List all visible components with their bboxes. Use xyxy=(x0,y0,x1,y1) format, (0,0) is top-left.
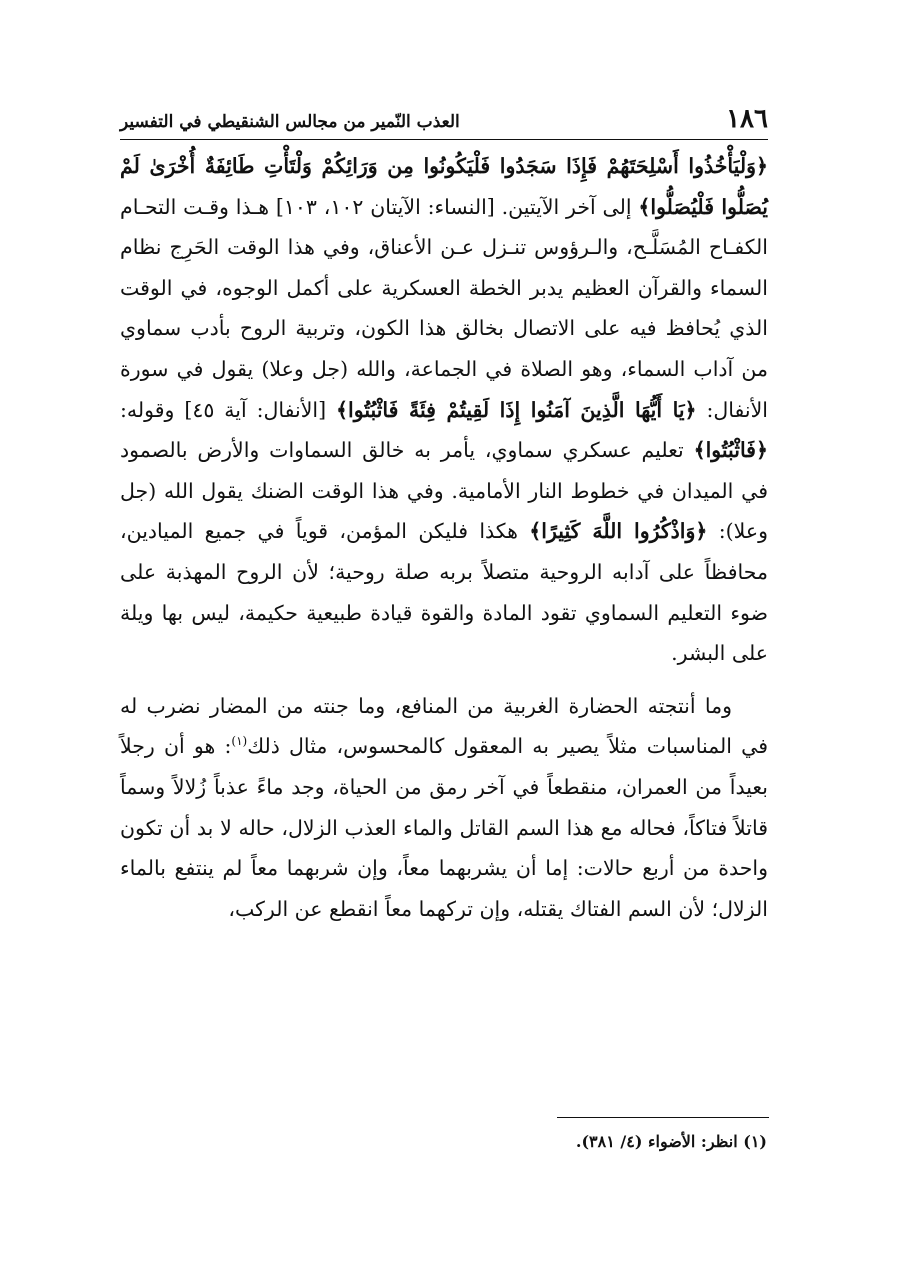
text-segment: إلى آخر الآيتين. [النساء: الآيتان ١٠٢، ١٠٣] هـذا وقـت التحـام الكفـاح المُسَلَّـح، والـرؤوس تنـزل عـن الأعناق، وفي هذا الوقت الحَرِج نظام السماء والقرآن العظيم يدبر الخطة العسكرية على أكمل الوجوه، في الوقت الذي يُحافظ فيه على الاتصال بخالق هذا الكون، وتربية الروح بأدب سماوي من آداب السماء، وهو الصلاة في الجماعة، والله (جل وعلا) يقول في سورة الأنفال: xyxy=(120,194,769,422)
footnote-reference[interactable]: (١) xyxy=(231,734,248,749)
text-segment: : هو أن رجلاً بعيداً من العمران، منقطعاً في آخر رمق من الحياة، وجد ماءً عذباً زُلالاً وسماً قاتلاً فتاكاً، فحاله مع هذا السم القاتل والماء العذب الزلال، حاله لا بد أن تكون واحدة من أربع حالات: إما أن يشربهما معاً، وإن شربهما معاً لم ينتفع بالماء الزلال؛ لأن السم الفتاك يقتله، وإن تركهما معاً انقطع عن الركب، xyxy=(120,734,768,921)
paragraph-2 xyxy=(120,686,768,930)
text-segment: [الأنفال: آية ٤٥] وقوله: xyxy=(120,397,337,422)
quran-quote: ﴿يَا أَيُّهَا الَّذِينَ آمَنُوا إِذَا لَقِيتُمْ فِئَةً فَاثْبُتُوا﴾ xyxy=(336,397,697,422)
footnote: (١) انظر: الأضواء (٤/ ٣٨١). xyxy=(575,1132,767,1151)
book-page xyxy=(120,95,768,929)
body-text xyxy=(120,146,768,929)
page-number: ١٨٦ xyxy=(726,104,768,134)
header-rule xyxy=(120,139,768,140)
text-segment: وما أنتجته الحضارة الغربية من المنافع، وما جنته من المضار نضرب له في المناسبات مثلاً يصير به المعقول كالمحسوس، مثال ذلك xyxy=(120,693,768,759)
footnote-rule xyxy=(557,1117,769,1118)
quran-quote: ﴿فَاثْبُتُوا﴾ xyxy=(693,438,768,463)
page-header xyxy=(120,95,768,135)
quran-quote: ﴿وَلْيَأْخُذُوا أَسْلِحَتَهُمْ فَإِذَا سَجَدُوا فَلْيَكُونُوا مِن وَرَائِكُمْ وَلْتَأْتِ طَائِفَةٌ أُخْرَىٰ لَمْ يُصَلُّوا فَلْيُصَلُّوا﴾ xyxy=(120,154,768,219)
paragraph-1 xyxy=(120,146,768,674)
running-title: العذب النّمير من مجالس الشنقيطي في التفسير xyxy=(120,112,460,132)
text-segment: هكذا فليكن المؤمن، قوياً في جميع الميادين، محافظاً على آدابه الروحية متصلاً بربه صلة روحية؛ لأن الروح المهذبة على ضوء التعليم السماوي تقود المادة والقوة قيادة طبيعية حكيمة، ليس بها ويلة على البشر. xyxy=(120,519,768,666)
quran-quote: ﴿وَاذْكُرُوا اللَّهَ كَثِيرًا﴾ xyxy=(529,519,708,544)
text-segment: تعليم عسكري سماوي، يأمر به خالق السماوات والأرض بالصمود في الميدان في خطوط النار الأمامية. وفي هذا الوقت الضنك يقول الله (جل وعلا): xyxy=(120,438,768,544)
